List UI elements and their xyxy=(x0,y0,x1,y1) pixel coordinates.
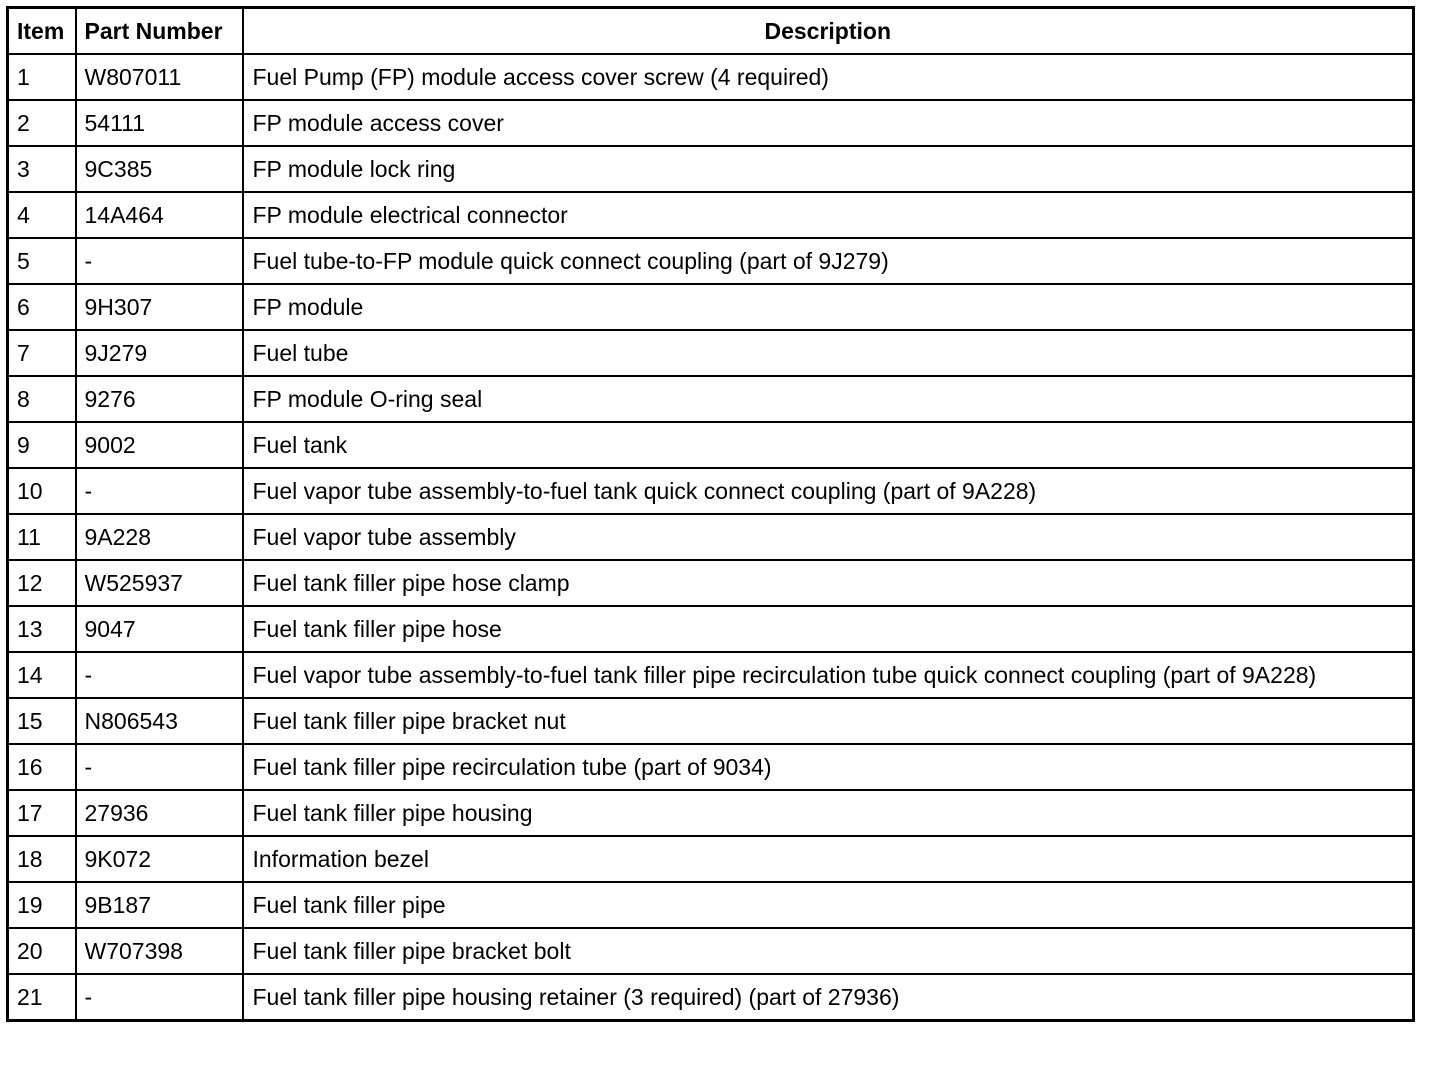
table-row xyxy=(8,192,1414,238)
table-row xyxy=(8,100,1414,146)
cell-description: Fuel tube xyxy=(243,330,1414,376)
cell-description: Fuel tank filler pipe hose xyxy=(243,606,1414,652)
cell-part-number: 9B187 xyxy=(76,882,243,928)
cell-item: 6 xyxy=(8,284,76,330)
cell-part-number: W807011 xyxy=(76,54,243,100)
cell-description: Fuel tank filler pipe hose clamp xyxy=(243,560,1414,606)
cell-description: Fuel tank filler pipe housing xyxy=(243,790,1414,836)
cell-description: FP module lock ring xyxy=(243,146,1414,192)
parts-table xyxy=(6,6,1415,1022)
cell-item: 14 xyxy=(8,652,76,698)
cell-description: Fuel vapor tube assembly-to-fuel tank filler pipe recirculation tube quick connect coupling (part of 9A228) xyxy=(243,652,1414,698)
table-row xyxy=(8,928,1414,974)
cell-part-number: 9K072 xyxy=(76,836,243,882)
cell-part-number: 9047 xyxy=(76,606,243,652)
cell-item: 4 xyxy=(8,192,76,238)
cell-description: Fuel tank filler pipe recirculation tube (part of 9034) xyxy=(243,744,1414,790)
table-row xyxy=(8,652,1414,698)
cell-description: Fuel tank filler pipe bracket bolt xyxy=(243,928,1414,974)
cell-description: FP module xyxy=(243,284,1414,330)
cell-item: 15 xyxy=(8,698,76,744)
cell-part-number: 9002 xyxy=(76,422,243,468)
table-row xyxy=(8,146,1414,192)
cell-item: 7 xyxy=(8,330,76,376)
cell-description: Fuel Pump (FP) module access cover screw (4 required) xyxy=(243,54,1414,100)
cell-part-number: - xyxy=(76,744,243,790)
header-part-number: Part Number xyxy=(76,8,243,55)
cell-item: 20 xyxy=(8,928,76,974)
cell-part-number: 27936 xyxy=(76,790,243,836)
table-row xyxy=(8,376,1414,422)
cell-part-number: - xyxy=(76,974,243,1021)
table-row xyxy=(8,284,1414,330)
cell-part-number: 9C385 xyxy=(76,146,243,192)
cell-part-number: 14A464 xyxy=(76,192,243,238)
cell-description: FP module O-ring seal xyxy=(243,376,1414,422)
table-row xyxy=(8,54,1414,100)
cell-item: 21 xyxy=(8,974,76,1021)
cell-description: Fuel vapor tube assembly-to-fuel tank quick connect coupling (part of 9A228) xyxy=(243,468,1414,514)
header-item: Item xyxy=(8,8,76,55)
cell-part-number: W707398 xyxy=(76,928,243,974)
cell-description: Fuel vapor tube assembly xyxy=(243,514,1414,560)
cell-part-number: 9H307 xyxy=(76,284,243,330)
cell-description: Fuel tank filler pipe bracket nut xyxy=(243,698,1414,744)
table-row xyxy=(8,974,1414,1021)
cell-item: 9 xyxy=(8,422,76,468)
cell-part-number: W525937 xyxy=(76,560,243,606)
cell-description: FP module electrical connector xyxy=(243,192,1414,238)
table-row xyxy=(8,560,1414,606)
cell-item: 11 xyxy=(8,514,76,560)
table-row xyxy=(8,514,1414,560)
table-row xyxy=(8,468,1414,514)
table-row xyxy=(8,698,1414,744)
cell-item: 10 xyxy=(8,468,76,514)
table-row xyxy=(8,836,1414,882)
cell-item: 2 xyxy=(8,100,76,146)
table-row xyxy=(8,882,1414,928)
table-body xyxy=(8,54,1414,1021)
table-row xyxy=(8,606,1414,652)
cell-item: 13 xyxy=(8,606,76,652)
table-row xyxy=(8,330,1414,376)
cell-part-number: - xyxy=(76,652,243,698)
cell-item: 17 xyxy=(8,790,76,836)
cell-part-number: 54111 xyxy=(76,100,243,146)
cell-part-number: 9J279 xyxy=(76,330,243,376)
cell-item: 3 xyxy=(8,146,76,192)
cell-part-number: N806543 xyxy=(76,698,243,744)
cell-item: 18 xyxy=(8,836,76,882)
cell-description: Fuel tank xyxy=(243,422,1414,468)
cell-item: 8 xyxy=(8,376,76,422)
table-row xyxy=(8,744,1414,790)
cell-description: Fuel tube-to-FP module quick connect coupling (part of 9J279) xyxy=(243,238,1414,284)
table-row xyxy=(8,790,1414,836)
cell-description: FP module access cover xyxy=(243,100,1414,146)
cell-part-number: 9A228 xyxy=(76,514,243,560)
cell-description: Fuel tank filler pipe housing retainer (3 required) (part of 27936) xyxy=(243,974,1414,1021)
cell-part-number: - xyxy=(76,468,243,514)
cell-part-number: 9276 xyxy=(76,376,243,422)
table-row xyxy=(8,238,1414,284)
header-description: Description xyxy=(243,8,1414,55)
cell-item: 19 xyxy=(8,882,76,928)
cell-item: 5 xyxy=(8,238,76,284)
header-row xyxy=(8,8,1414,55)
table-row xyxy=(8,422,1414,468)
cell-part-number: - xyxy=(76,238,243,284)
cell-item: 12 xyxy=(8,560,76,606)
cell-item: 16 xyxy=(8,744,76,790)
table-header xyxy=(8,8,1414,55)
cell-item: 1 xyxy=(8,54,76,100)
cell-description: Information bezel xyxy=(243,836,1414,882)
cell-description: Fuel tank filler pipe xyxy=(243,882,1414,928)
